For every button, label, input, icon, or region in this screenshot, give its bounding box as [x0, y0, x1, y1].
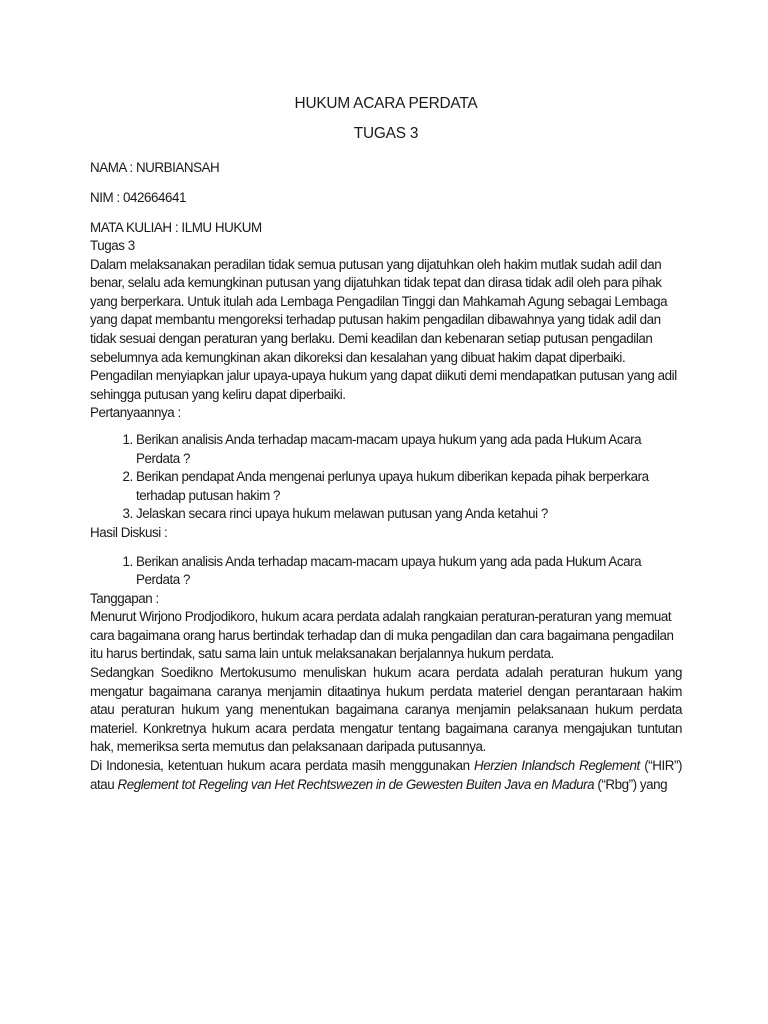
- list-item: [136, 468, 682, 505]
- discussion-list: [90, 553, 682, 590]
- student-name: NAMA : NURBIANSAH: [90, 160, 220, 175]
- document-title: HUKUM ACARA PERDATA: [294, 95, 478, 112]
- intro-paragraph: Dalam melaksanakan peradilan tidak semua putusan yang dijatuhkan oleh hakim mutlak sudah adil dan benar, selalu ada kemungkinan putusan yang dijatuhkan tidak tepat dan dirasa tidak adil oleh para pihak yang berperkara. Untuk itulah ada Lembaga Pengadilan Tinggi dan Mahkamah Agung sebagai Lembaga yang dapat membantu mengoreksi terhadap putusan hakim pengadilan dibawahnya yang tidak adil dan tidak sesuai dengan peraturan yang berlaku. Demi keadilan dan kebenaran setiap putusan pengadilan sebelumnya ada kemungkinan akan dikoreksi dan kesalahan yang dibuat hakim dapat diperbaiki. Pengadilan menyiapkan jalur upaya-upaya hukum yang dapat diikuti demi mendapatkan putusan yang adil sehingga putusan yang keliru dapat diperbaiki.: [90, 256, 677, 402]
- text-segment: Di Indonesia, ketentuan hukum acara perdata masih menggunakan: [90, 758, 475, 774]
- hir-title: Herzien Inlandsch Reglement: [474, 758, 640, 774]
- question-text: 2. Berikan pendapat Anda mengenai perlunya upaya hukum diberikan kepada pihak berperkara terhadap putusan hakim ?: [136, 469, 649, 503]
- questions-label: Pertanyaannya :: [90, 405, 181, 421]
- paragraph-indonesia: [90, 757, 682, 794]
- question-text: 1. Berikan analisis Anda terhadap macam-macam upaya hukum yang ada pada Hukum Acara Perdata ?: [136, 431, 642, 466]
- paragraph-wirjono: Menurut Wirjono Prodjodikoro, hukum acara perdata adalah rangkaian peraturan-peraturan yang memuat cara bagaimana orang harus bertindak terhadap dan di muka pengadilan dan cara bagaimana pengadilan itu harus bertindak, satu sama lain untuk melaksanakan berjalannya hukum perdata.: [90, 609, 674, 662]
- response-label: Tanggapan :: [90, 590, 159, 606]
- rbg-title: Reglement tot Regeling van Het Rechtswezen in de Gewesten Buiten Java en Madura: [117, 776, 595, 792]
- list-item: [136, 505, 682, 524]
- list-item: [136, 431, 682, 468]
- list-item: [136, 553, 682, 590]
- question-text: 3. Jelaskan secara rinci upaya hukum melawan putusan yang Anda ketahui ?: [136, 506, 548, 522]
- course-name: MATA KULIAH : ILMU HUKUM: [90, 220, 262, 235]
- text-segment: (“HIR”) atau: [90, 758, 682, 792]
- text-segment: (“Rbg”) yang: [594, 776, 668, 792]
- student-nim: NIM : 042664641: [90, 190, 186, 205]
- task-label: Tugas 3: [90, 238, 135, 253]
- questions-list: [90, 431, 682, 524]
- discussion-item-text: 1. Berikan analisis Anda terhadap macam-macam upaya hukum yang ada pada Hukum Acara Perdata ?: [136, 553, 642, 588]
- paragraph-soedikno: Sedangkan Soedikno Mertokusumo menuliskan hukum acara perdata adalah peraturan hukum yang mengatur bagaimana caranya menjamin ditaatinya hukum perdata materiel dengan perantaraan hakim atau peraturan hukum yang menentukan bagaimana caranya menjamin pelaksanaan hukum perdata materiel. Konkretnya hukum acara perdata mengatur tentang bagaimana caranya mengajukan tuntutan hak, memeriksa serta memutus dan pelaksanaan daripada putusannya.: [90, 665, 682, 755]
- discussion-label: Hasil Diskusi :: [90, 524, 168, 540]
- document-subtitle: TUGAS 3: [353, 125, 419, 142]
